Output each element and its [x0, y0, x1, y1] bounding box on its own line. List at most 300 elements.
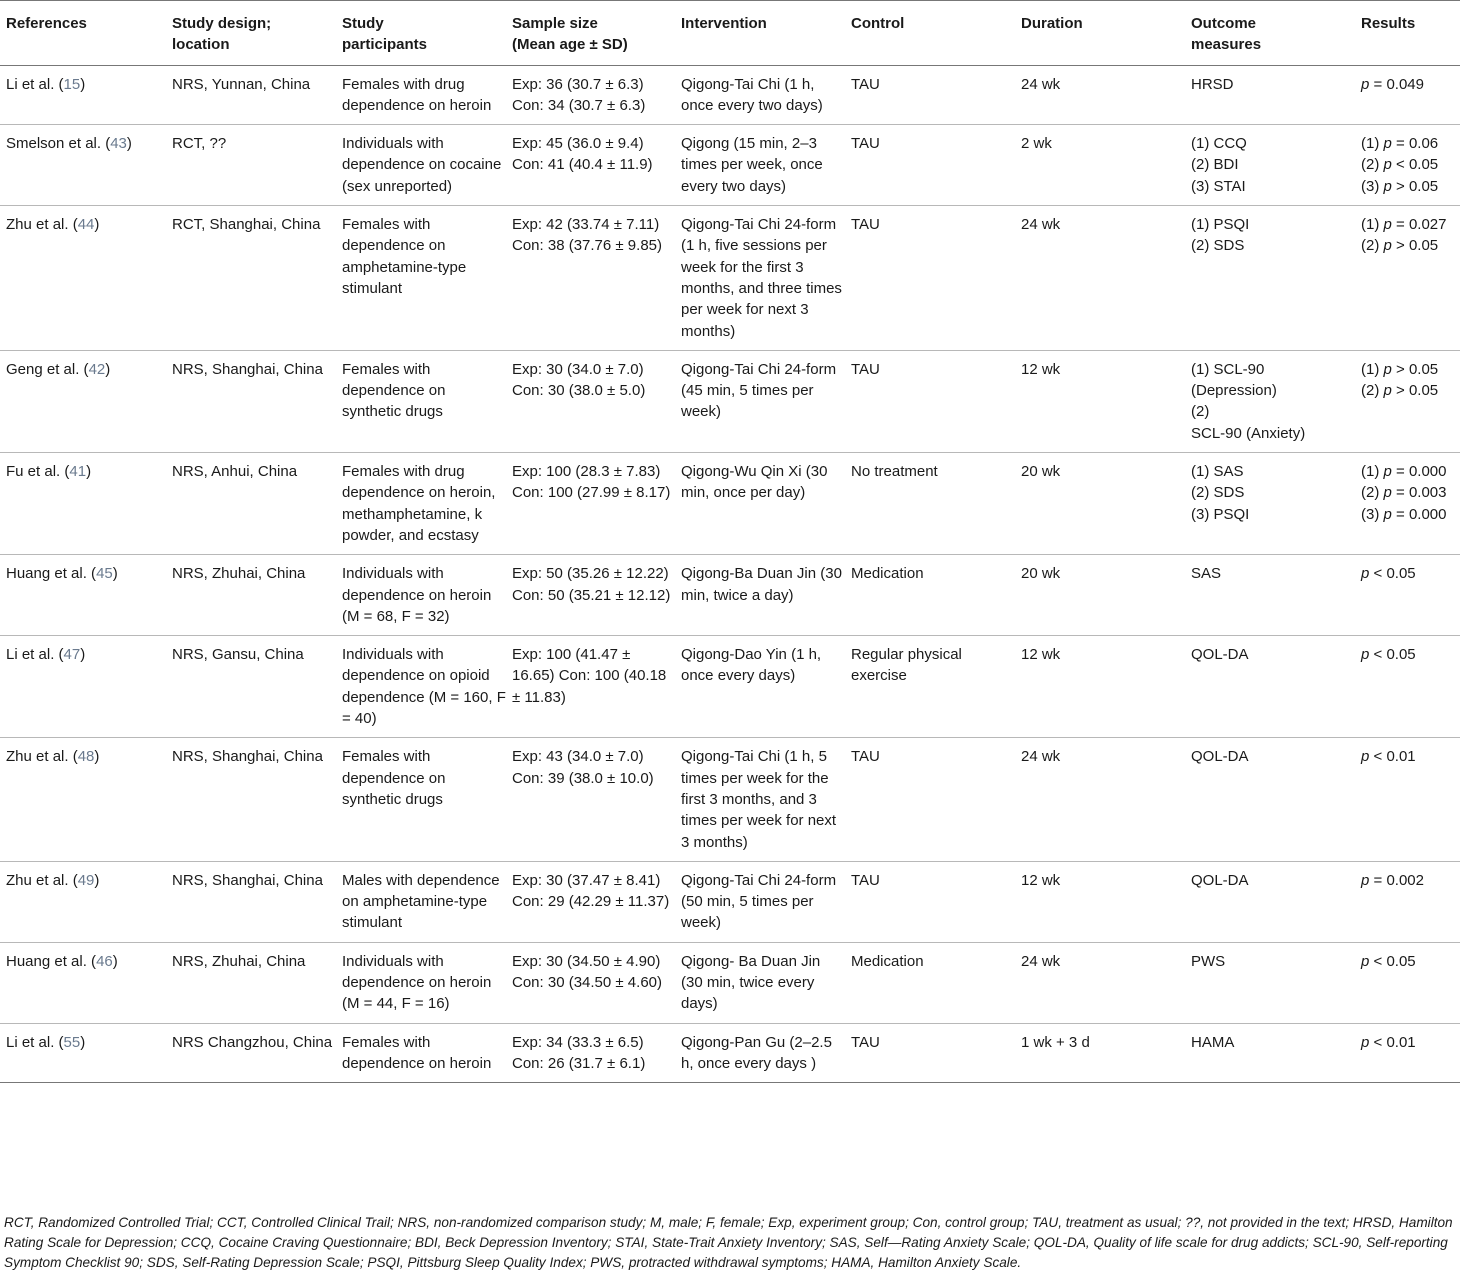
cell-sample-size-text: Exp: 43 (34.0 ± 7.0) Con: 39 (38.0 ± 10.0)	[512, 748, 654, 787]
p-symbol: p	[1361, 748, 1370, 766]
table-row	[0, 1023, 1460, 1083]
result-line	[1361, 563, 1460, 584]
p-symbol: p	[1383, 382, 1392, 400]
cell-sample-size-text: Exp: 30 (37.47 ± 8.41) Con: 29 (42.29 ± 11.37)	[512, 871, 670, 911]
reference-author: Fu et al.	[6, 463, 61, 481]
cell-control	[845, 738, 1015, 861]
cell-duration-text: 24 wk	[1021, 216, 1061, 234]
p-symbol: p	[1383, 216, 1392, 234]
result-line	[1361, 235, 1460, 256]
result-value: = 0.049	[1373, 75, 1424, 93]
p-symbol: p	[1383, 177, 1392, 195]
result-value: = 0.000	[1396, 463, 1447, 481]
reference-author: Zhu et al.	[6, 871, 69, 889]
cell-duration-text: 1 wk + 3 d	[1021, 1033, 1090, 1051]
cell-sample-size	[506, 555, 675, 636]
cell-participants-text: Individuals with dependence on heroin (M = 68, F = 32)	[342, 565, 492, 625]
reference-author: Li et al.	[6, 75, 55, 93]
cell-sample-size-text: Exp: 30 (34.50 ± 4.90) Con: 30 (34.50 ± 4.60)	[512, 952, 662, 991]
cell-study-design-text: NRS, Zhuhai, China	[172, 952, 306, 970]
cell-sample-size	[506, 861, 675, 942]
cell-reference: Li et al. (47)	[6, 646, 86, 664]
cell-duration	[1015, 738, 1185, 861]
cell-reference: Fu et al. (41)	[6, 463, 92, 481]
cell-sample-size-text: Exp: 30 (34.0 ± 7.0) Con: 30 (38.0 ± 5.0)	[512, 360, 646, 400]
outcome-measure: (2) BDI	[1191, 156, 1239, 174]
cell-participants-text: Males with dependence on amphetamine-type stimulant	[342, 871, 500, 932]
result-line	[1361, 951, 1460, 972]
reference-author: Li et al.	[6, 1033, 55, 1051]
p-symbol: p	[1383, 237, 1392, 255]
cell-outcome-measures	[1185, 738, 1355, 861]
column-header	[1185, 1, 1355, 66]
cell-control-text: Medication	[851, 952, 924, 970]
cell-study-design	[166, 453, 336, 555]
cell-control	[845, 555, 1015, 636]
cell-participants-text: Individuals with dependence on cocaine (sex unreported)	[342, 135, 502, 195]
cell-intervention-text: Qigong-Tai Chi 24-form (1 h, five sessions per week for the first 3 months, and three times per week for next 3 months)	[681, 216, 842, 340]
cell-participants	[336, 738, 506, 861]
cell-reference: Zhu et al. (44)	[6, 216, 100, 234]
result-index: (1)	[1361, 360, 1384, 378]
result-value: > 0.05	[1396, 360, 1439, 378]
cell-participants	[336, 636, 506, 738]
cell-intervention-text: Qigong-Ba Duan Jin (30 min, twice a day)	[681, 565, 842, 604]
table-row	[0, 555, 1460, 636]
outcome-measure: QOL-DA	[1191, 748, 1249, 766]
cell-results	[1355, 65, 1460, 125]
cell-study-design-text: RCT, Shanghai, China	[172, 216, 321, 234]
table-footnote: RCT, Randomized Controlled Trial; CCT, Controlled Clinical Trail; NRS, non-randomized comparison study; M, male; F, female; Exp, experiment group; Con, control group; TAU, treatment as usual; ??, not provided in the text; HRSD, Hamilton Rating Scale for Depression; CCQ, Cocaine Craving Questionnaire; BDI, Beck Depression Inventory; STAI, State-Trait Anxiety Inventory; SAS, Self—Rating Anxiety Scale; QOL-DA, Quality of life scale for drug addicts; SCL-90, Self-reporting Symptom Checklist 90; SDS, Self-Rating Depression Scale; PSQI, Pittsburg Sleep Quality Index; PWS, protracted withdrawal symptoms; HAMA, Hamilton Anxiety Scale.	[4, 1215, 1453, 1270]
cell-sample-size	[506, 350, 675, 452]
cell-duration-text: 20 wk	[1021, 565, 1061, 583]
column-header-line: Duration	[1021, 15, 1083, 32]
cell-outcome-measures	[1185, 1023, 1355, 1083]
cell-study-design	[166, 350, 336, 452]
cell-intervention	[675, 350, 845, 452]
outcome-measure: HRSD	[1191, 75, 1234, 93]
cell-study-design	[166, 65, 336, 125]
cell-participants-text: Females with dependence on amphetamine-type stimulant	[342, 216, 467, 297]
p-symbol: p	[1361, 1033, 1370, 1051]
cell-outcome-measures	[1185, 861, 1355, 942]
column-header-line: location	[172, 36, 230, 54]
outcome-measure: (1) SCL-90	[1191, 360, 1265, 378]
cell-outcome-measures	[1185, 942, 1355, 1023]
cell-participants-text: Individuals with dependence on heroin (M = 44, F = 16)	[342, 952, 492, 1013]
cell-results	[1355, 1023, 1460, 1083]
cell-duration	[1015, 1023, 1185, 1083]
cell-sample-size	[506, 453, 675, 555]
cell-control	[845, 206, 1015, 351]
column-header-line: References	[6, 15, 87, 32]
cell-reference: Li et al. (15)	[6, 75, 86, 93]
column-header	[506, 1, 675, 66]
cell-intervention	[675, 738, 845, 861]
result-line	[1361, 1032, 1460, 1053]
cell-sample-size	[506, 1023, 675, 1083]
cell-study-design-text: NRS, Shanghai, China	[172, 871, 323, 889]
cell-sample-size-text: Exp: 42 (33.74 ± 7.11) Con: 38 (37.76 ± 9.85)	[512, 216, 662, 255]
citation-link[interactable]: 42	[88, 360, 106, 378]
cell-control	[845, 65, 1015, 125]
cell-duration-text: 12 wk	[1021, 871, 1061, 889]
cell-participants-text: Females with drug dependence on heroin	[342, 75, 492, 114]
column-header-line: Study design;	[172, 15, 272, 32]
cell-results	[1355, 125, 1460, 206]
cell-study-design	[166, 942, 336, 1023]
outcome-measure: QOL-DA	[1191, 871, 1249, 889]
cell-participants	[336, 65, 506, 125]
cell-reference: Geng et al. (42)	[6, 360, 111, 378]
cell-results	[1355, 206, 1460, 351]
cell-study-design	[166, 555, 336, 636]
result-line	[1361, 359, 1460, 380]
result-line	[1361, 214, 1460, 235]
column-header-line: Control	[851, 15, 905, 32]
cell-intervention-text: Qigong-Tai Chi (1 h, once every two days)	[681, 75, 823, 114]
result-value: > 0.05	[1396, 237, 1439, 255]
p-symbol: p	[1383, 360, 1392, 378]
cell-sample-size	[506, 206, 675, 351]
outcome-measure: (1) PSQI	[1191, 216, 1250, 234]
column-header-line: Study	[342, 15, 384, 32]
cell-intervention	[675, 206, 845, 351]
result-value: = 0.027	[1396, 216, 1447, 234]
column-header-line: Outcome	[1191, 15, 1257, 32]
result-value: = 0.000	[1396, 505, 1447, 523]
outcome-measure: (2) SDS	[1191, 484, 1245, 502]
cell-study-design	[166, 125, 336, 206]
cell-participants	[336, 1023, 506, 1083]
cell-intervention-text: Qigong- Ba Duan Jin (30 min, twice every days)	[681, 952, 821, 1013]
cell-results	[1355, 453, 1460, 555]
cell-participants	[336, 861, 506, 942]
outcome-measure: (3) STAI	[1191, 177, 1246, 195]
cell-control-text: No treatment	[851, 463, 938, 481]
result-value: < 0.05	[1373, 565, 1416, 583]
result-value: = 0.002	[1373, 871, 1424, 889]
cell-study-design-text: NRS, Anhui, China	[172, 463, 298, 481]
cell-control-text: TAU	[851, 360, 880, 378]
cell-intervention-text: Qigong-Tai Chi (1 h, 5 times per week for the first 3 months, and 3 times per week for next 3 months)	[681, 748, 837, 851]
outcome-measure: QOL-DA	[1191, 646, 1249, 664]
table-row	[0, 453, 1460, 555]
cell-outcome-measures	[1185, 555, 1355, 636]
cell-study-design-text: NRS, Yunnan, China	[172, 75, 311, 93]
cell-study-design	[166, 206, 336, 351]
cell-participants-text: Females with drug dependence on heroin, methamphetamine, k powder, and ecstasy	[342, 463, 496, 544]
cell-participants	[336, 942, 506, 1023]
cell-control-text: TAU	[851, 748, 880, 766]
cell-intervention-text: Qigong-Wu Qin Xi (30 min, once per day)	[681, 463, 828, 502]
outcome-measure: (2)	[1191, 403, 1210, 421]
cell-results	[1355, 738, 1460, 861]
outcome-measure: SAS	[1191, 565, 1222, 583]
cell-duration	[1015, 942, 1185, 1023]
citation-link[interactable]: 41	[69, 463, 87, 481]
outcome-measure: (3) PSQI	[1191, 505, 1250, 523]
cell-reference: Huang et al. (46)	[6, 952, 118, 970]
result-line	[1361, 461, 1460, 482]
cell-control	[845, 861, 1015, 942]
column-header-line: Sample size	[512, 15, 598, 32]
cell-control	[845, 1023, 1015, 1083]
result-index: (2)	[1361, 382, 1384, 400]
cell-outcome-measures	[1185, 636, 1355, 738]
cell-control-text: Medication	[851, 565, 924, 583]
cell-participants	[336, 206, 506, 351]
result-value: > 0.05	[1396, 177, 1439, 195]
cell-sample-size-text: Exp: 45 (36.0 ± 9.4) Con: 41 (40.4 ± 11.9)	[512, 135, 653, 174]
cell-sample-size	[506, 65, 675, 125]
p-symbol: p	[1383, 505, 1392, 523]
cell-sample-size-text: Exp: 36 (30.7 ± 6.3) Con: 34 (30.7 ± 6.3)	[512, 75, 646, 114]
result-line	[1361, 644, 1460, 665]
column-header-line: participants	[342, 36, 428, 54]
cell-study-design-text: NRS Changzhou, China	[172, 1033, 333, 1051]
result-value: < 0.05	[1396, 156, 1439, 174]
citation-link[interactable]: 49	[77, 871, 95, 889]
cell-sample-size-text: Exp: 100 (41.47 ± 16.65) Con: 100 (40.18 ± 11.83)	[512, 646, 667, 706]
table-body	[0, 65, 1460, 1083]
cell-intervention	[675, 453, 845, 555]
cell-duration	[1015, 206, 1185, 351]
outcome-measure: (1) CCQ	[1191, 135, 1247, 153]
cell-intervention-text: Qigong-Tai Chi 24-form (50 min, 5 times per week)	[681, 871, 837, 932]
cell-duration	[1015, 65, 1185, 125]
result-index: (1)	[1361, 463, 1384, 481]
result-index: (1)	[1361, 216, 1384, 234]
cell-participants-text: Females with dependence on synthetic drugs	[342, 748, 446, 808]
cell-control-text: TAU	[851, 871, 880, 889]
cell-control	[845, 942, 1015, 1023]
outcome-measure: PWS	[1191, 952, 1226, 970]
column-header	[845, 1, 1015, 66]
cell-control	[845, 125, 1015, 206]
cell-sample-size-text: Exp: 34 (33.3 ± 6.5) Con: 26 (31.7 ± 6.1)	[512, 1033, 646, 1072]
reference-author: Zhu et al.	[6, 748, 69, 766]
p-symbol: p	[1361, 75, 1370, 93]
outcome-measure: (Depression)	[1191, 382, 1277, 400]
cell-sample-size	[506, 738, 675, 861]
table-row	[0, 125, 1460, 206]
outcome-measure: SCL-90 (Anxiety)	[1191, 424, 1306, 442]
cell-duration-text: 20 wk	[1021, 463, 1061, 481]
cell-reference: Huang et al. (45)	[6, 565, 118, 583]
cell-participants	[336, 350, 506, 452]
result-line	[1361, 482, 1460, 503]
reference-author: Geng et al.	[6, 360, 80, 378]
p-symbol: p	[1383, 156, 1392, 174]
result-index: (2)	[1361, 156, 1384, 174]
p-symbol: p	[1361, 646, 1370, 664]
column-header	[0, 1, 166, 66]
cell-results	[1355, 861, 1460, 942]
cell-participants-text: Individuals with dependence on opioid dependence (M = 160, F = 40)	[342, 646, 506, 728]
column-header	[1355, 1, 1460, 66]
column-header-line: Intervention	[681, 15, 767, 32]
cell-control-text: TAU	[851, 75, 880, 93]
result-index: (2)	[1361, 237, 1384, 255]
cell-outcome-measures	[1185, 65, 1355, 125]
p-symbol: p	[1361, 952, 1370, 970]
result-index: (3)	[1361, 177, 1384, 195]
reference-author: Huang et al.	[6, 565, 87, 583]
cell-sample-size	[506, 125, 675, 206]
cell-sample-size-text: Exp: 50 (35.26 ± 12.22) Con: 50 (35.21 ± 12.12)	[512, 565, 671, 604]
result-line	[1361, 74, 1460, 95]
table-row	[0, 942, 1460, 1023]
cell-participants	[336, 555, 506, 636]
result-index: (1)	[1361, 135, 1384, 153]
cell-study-design	[166, 738, 336, 861]
cell-intervention	[675, 555, 845, 636]
cell-intervention	[675, 125, 845, 206]
cell-study-design-text: NRS, Shanghai, China	[172, 748, 323, 766]
column-header-line: Results	[1361, 15, 1416, 32]
result-value: = 0.06	[1396, 135, 1439, 153]
reference-author: Li et al.	[6, 646, 55, 664]
citation-link[interactable]: 15	[63, 75, 81, 93]
cell-control-text: Regular physical exercise	[851, 646, 962, 685]
outcome-measure: (2) SDS	[1191, 237, 1245, 255]
cell-study-design-text: NRS, Gansu, China	[172, 646, 304, 664]
reference-author: Zhu et al.	[6, 216, 69, 234]
cell-participants-text: Females with dependence on heroin	[342, 1033, 492, 1072]
cell-results	[1355, 555, 1460, 636]
citation-link[interactable]: 45	[96, 565, 113, 583]
result-index: (2)	[1361, 484, 1384, 502]
cell-reference: Li et al. (55)	[6, 1033, 86, 1051]
cell-control	[845, 636, 1015, 738]
table-row	[0, 65, 1460, 125]
citation-link[interactable]: 46	[96, 952, 113, 970]
cell-duration-text: 2 wk	[1021, 135, 1052, 153]
column-header-line: measures	[1191, 36, 1262, 54]
citation-link[interactable]: 47	[63, 646, 81, 664]
cell-duration-text: 24 wk	[1021, 748, 1061, 766]
cell-sample-size	[506, 636, 675, 738]
result-value: = 0.003	[1396, 484, 1447, 502]
cell-participants	[336, 453, 506, 555]
cell-intervention	[675, 942, 845, 1023]
table-row	[0, 636, 1460, 738]
cell-duration	[1015, 125, 1185, 206]
p-symbol: p	[1383, 463, 1392, 481]
reference-author: Huang et al.	[6, 952, 87, 970]
table-row	[0, 350, 1460, 452]
result-value: < 0.01	[1373, 1033, 1416, 1051]
reference-author: Smelson et al.	[6, 135, 102, 153]
cell-sample-size	[506, 942, 675, 1023]
cell-results	[1355, 350, 1460, 452]
cell-duration-text: 12 wk	[1021, 360, 1061, 378]
cell-participants	[336, 125, 506, 206]
cell-duration	[1015, 350, 1185, 452]
cell-duration-text: 24 wk	[1021, 952, 1061, 970]
cell-intervention-text: Qigong (15 min, 2–3 times per week, once every two days)	[681, 135, 823, 195]
cell-intervention	[675, 636, 845, 738]
column-header-line: (Mean age ± SD)	[512, 36, 628, 54]
cell-results	[1355, 636, 1460, 738]
cell-study-design-text: RCT, ??	[172, 135, 227, 153]
cell-reference: Zhu et al. (48)	[6, 748, 100, 766]
result-line	[1361, 504, 1460, 525]
result-value: < 0.05	[1373, 646, 1416, 664]
cell-outcome-measures	[1185, 350, 1355, 452]
cell-sample-size-text: Exp: 100 (28.3 ± 7.83) Con: 100 (27.99 ± 8.17)	[512, 463, 671, 502]
result-line	[1361, 870, 1460, 891]
cell-study-design-text: NRS, Zhuhai, China	[172, 565, 306, 583]
cell-duration	[1015, 636, 1185, 738]
p-symbol: p	[1361, 565, 1370, 583]
cell-outcome-measures	[1185, 125, 1355, 206]
cell-results	[1355, 942, 1460, 1023]
cell-participants-text: Females with dependence on synthetic drugs	[342, 360, 446, 421]
outcome-measure: (1) SAS	[1191, 463, 1244, 481]
citation-link[interactable]: 48	[77, 748, 95, 766]
result-line	[1361, 133, 1460, 154]
cell-duration	[1015, 861, 1185, 942]
result-line	[1361, 746, 1460, 767]
citation-link[interactable]: 43	[110, 135, 127, 153]
cell-reference: Zhu et al. (49)	[6, 871, 100, 889]
result-value: < 0.01	[1373, 748, 1416, 766]
result-index: (3)	[1361, 505, 1384, 523]
cell-duration-text: 24 wk	[1021, 75, 1061, 93]
cell-control-text: TAU	[851, 1033, 880, 1051]
cell-control-text: TAU	[851, 216, 880, 234]
cell-study-design	[166, 636, 336, 738]
cell-control-text: TAU	[851, 135, 880, 153]
cell-intervention	[675, 65, 845, 125]
cell-study-design-text: NRS, Shanghai, China	[172, 360, 323, 378]
citation-link[interactable]: 55	[63, 1033, 81, 1051]
column-header	[1015, 1, 1185, 66]
cell-study-design	[166, 861, 336, 942]
table-row	[0, 738, 1460, 861]
cell-control	[845, 453, 1015, 555]
cell-duration-text: 12 wk	[1021, 646, 1061, 664]
outcome-measure: HAMA	[1191, 1033, 1235, 1051]
result-value: < 0.05	[1373, 952, 1416, 970]
result-line	[1361, 154, 1460, 175]
cell-reference: Smelson et al. (43)	[6, 135, 132, 153]
result-value: > 0.05	[1396, 382, 1439, 400]
cell-intervention	[675, 861, 845, 942]
result-line	[1361, 176, 1460, 197]
cell-intervention-text: Qigong-Dao Yin (1 h, once every days)	[681, 646, 822, 685]
table-row	[0, 206, 1460, 351]
p-symbol: p	[1383, 135, 1392, 153]
cell-control	[845, 350, 1015, 452]
table-header-row	[0, 1, 1460, 66]
p-symbol: p	[1383, 484, 1392, 502]
cell-intervention	[675, 1023, 845, 1083]
cell-study-design	[166, 1023, 336, 1083]
cell-duration	[1015, 555, 1185, 636]
column-header	[166, 1, 336, 66]
table-row	[0, 861, 1460, 942]
cell-intervention-text: Qigong-Tai Chi 24-form (45 min, 5 times per week)	[681, 360, 837, 421]
cell-outcome-measures	[1185, 206, 1355, 351]
column-header	[675, 1, 845, 66]
citation-link[interactable]: 44	[77, 216, 95, 234]
cell-duration	[1015, 453, 1185, 555]
column-header	[336, 1, 506, 66]
p-symbol: p	[1361, 871, 1370, 889]
